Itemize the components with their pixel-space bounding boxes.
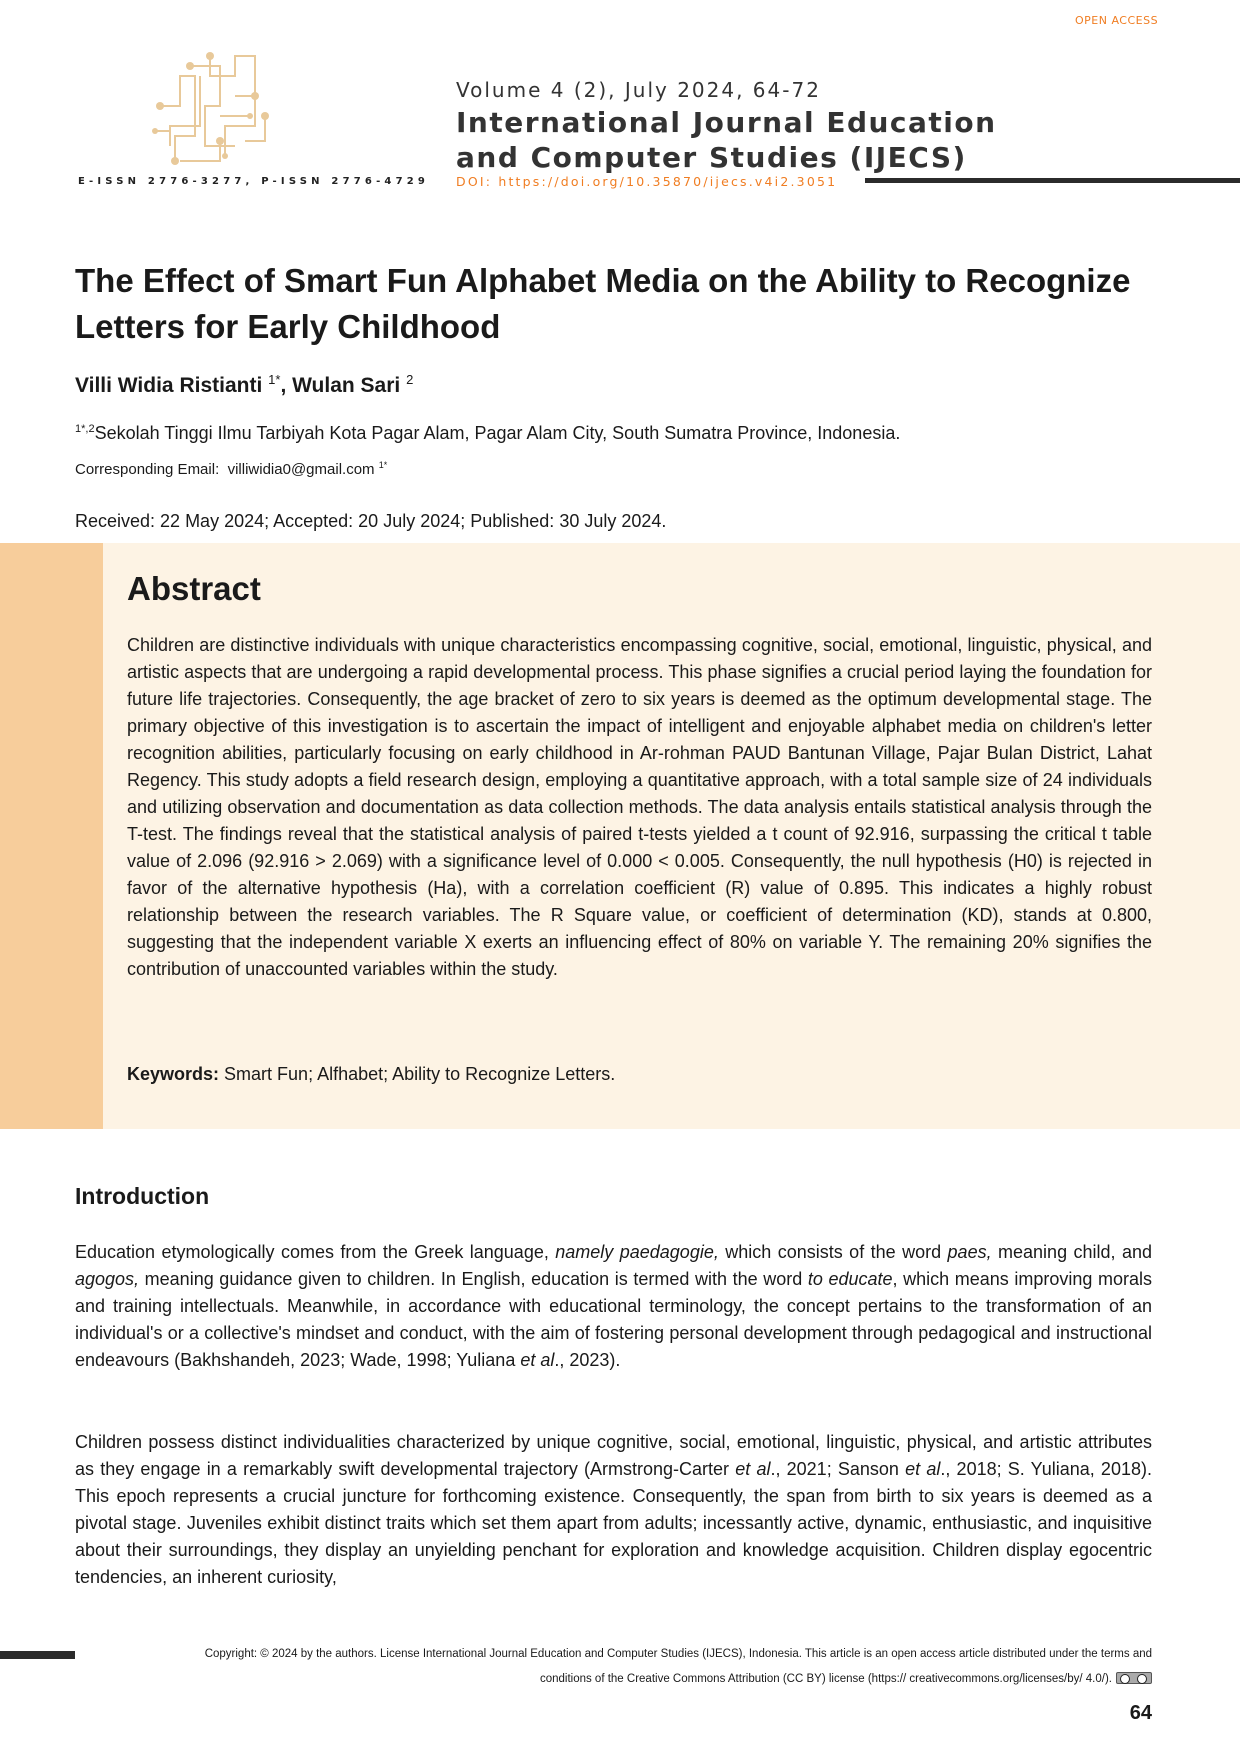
footer-bar [0, 1651, 75, 1659]
author-separator: , [280, 374, 293, 397]
introduction-heading: Introduction [75, 1183, 210, 1209]
italic-term: agogos, [75, 1269, 140, 1289]
keywords-list: Smart Fun; Alfhabet; Ability to Recognize Letters. [224, 1064, 616, 1084]
email-label: Corresponding Email: [75, 461, 220, 478]
italic-term: et al [735, 1459, 771, 1479]
copyright-line-1: Copyright: © 2024 by the authors. License International Journal Education and Computer Studies (IJECS), Indonesia. This article is an open access article distributed under the terms and [204, 1648, 1152, 1660]
text-run: ., 2021; Sanson [770, 1459, 906, 1479]
journal-volume: Volume 4 (2), July 2024, 64-72 [456, 78, 821, 102]
text-run: ., 2023). [554, 1350, 621, 1370]
author-1: Villi Widia Ristianti [75, 374, 263, 397]
affiliation-marker: 1*,2 [75, 423, 95, 435]
article-title: The Effect of Smart Fun Alphabet Media on the Ability to Recognize Letters for Early Childhood [75, 262, 1131, 345]
circuit-logo-icon [150, 46, 280, 174]
page-number: 64 [1129, 1702, 1152, 1724]
author-2-affil: 2 [406, 372, 414, 387]
header-rule [865, 178, 1240, 183]
authors [75, 372, 413, 398]
abstract-heading: Abstract [127, 570, 261, 607]
journal-title: International Journal Education and Computer Studies (IJECS) [456, 106, 997, 174]
cc-by-icon[interactable] [1116, 1672, 1152, 1684]
text-run: which consists of the word [718, 1242, 948, 1262]
intro-paragraph-2 [75, 1429, 1152, 1591]
email-marker: 1* [378, 460, 388, 470]
publication-dates: Received: 22 May 2024; Accepted: 20 July 2024; Published: 30 July 2024. [75, 511, 667, 531]
text-run: , which means improving morals and training intellectuals. Meanwhile, in accordance with educational terminology, the concept pertains to the transformation of an individual's or a collective's mindset and conduct, with the aim of fostering personal development through pedagogical and instructional endeavours (Bakhshandeh, 2023; Wade, 1998; Yuliana [75, 1269, 1152, 1370]
keywords [127, 1064, 615, 1085]
italic-term: et al [905, 1459, 941, 1479]
open-access-label: OPEN ACCESS [1075, 14, 1159, 27]
author-1-affil: 1* [268, 372, 281, 387]
italic-term: paes, [947, 1242, 992, 1262]
open-access-badge [1075, 14, 1158, 27]
text-run: meaning child, and [991, 1242, 1152, 1262]
abstract-text: Children are distinctive individuals with unique characteristics encompassing cognitive, social, emotional, linguistic, physical, and artistic aspects that are undergoing a rapid developmental process. This phase signifies a crucial period laying the foundation for future life trajectories. Consequently, the age bracket of zero to six years is deemed as the optimum developmental stage. The primary objective of this investigation is to ascertain the impact of intelligent and enjoyable alphabet media on children's letter recognition abilities, particularly focusing on early childhood in Ar-rohman PAUD Bantunan Village, Pajar Bulan District, Lahat Regency. This study adopts a field research design, employing a quantitative approach, with a total sample size of 24 individuals and utilizing observation and documentation as data collection methods. The data analysis entails statistical analysis through the T-test. The findings reveal that the statistical analysis of paired t-tests yielded a t count of 92.916, surpassing the critical t table value of 2.096 (92.916 > 2.069) with a significance level of 0.000 < 0.005. Consequently, the null hypothesis (H0) is rejected in favor of the alternative hypothesis (Ha), with a correlation coefficient (R) value of 0.895. This indicates a highly robust relationship between the research variables. The R Square value, or coefficient of determination (KD), stands at 0.800, suggesting that the independent variable X exerts an influencing effect of 80% on variable Y. The remaining 20% signifies the contribution of unaccounted variables within the study. [127, 635, 1152, 979]
email-address[interactable]: villiwidia0@gmail.com [227, 461, 375, 478]
copyright-line-2 [75, 1672, 1152, 1685]
text-run: meaning guidance given to children. In English, education is termed with the word [139, 1269, 808, 1289]
issn: E-ISSN 2776-3277, P-ISSN 2776-4729 [78, 176, 430, 187]
affiliation-text: Sekolah Tinggi Ilmu Tarbiyah Kota Pagar Alam, Pagar Alam City, South Sumatra Province, Indonesia. [94, 423, 901, 443]
author-2: Wulan Sari [292, 374, 401, 397]
abstract-side-bar [0, 543, 103, 1129]
affiliation [75, 423, 900, 444]
copyright-text: conditions of the Creative Commons Attribution (CC BY) license (https:// creativecommons.org/licenses/by/ 4.0/). [539, 1673, 1112, 1685]
italic-term: namely paedagogie, [555, 1242, 719, 1262]
text-run: ., 2018; S. Yuliana, 2018). This epoch represents a crucial juncture for forthcoming existence. Consequently, the span from birth to six years is deemed as a pivotal stage. Juveniles exhibit distinct traits which set them apart from adults; incessantly active, dynamic, enthusiastic, and inquisitive about their surroundings, they display an unyielding penchant for exploration and knowledge acquisition. Children display egocentric tendencies, an inherent curiosity, [75, 1459, 1152, 1587]
italic-term: et al [520, 1350, 555, 1370]
text-run: Children possess distinct individualities characterized by unique cognitive, social, emotional, linguistic, physical, and artistic attributes as they engage in a remarkably swift developmental trajectory (Armstrong-Carter [75, 1432, 1152, 1479]
intro-paragraph-1 [75, 1239, 1152, 1374]
italic-term: to educate [807, 1269, 893, 1289]
text-run: Education etymologically comes from the Greek language, [75, 1242, 556, 1262]
doi-link[interactable]: DOI: https://doi.org/10.35870/ijecs.v4i2.3051 [456, 174, 838, 189]
keywords-label: Keywords: [127, 1064, 220, 1084]
corresponding-email [75, 460, 387, 478]
